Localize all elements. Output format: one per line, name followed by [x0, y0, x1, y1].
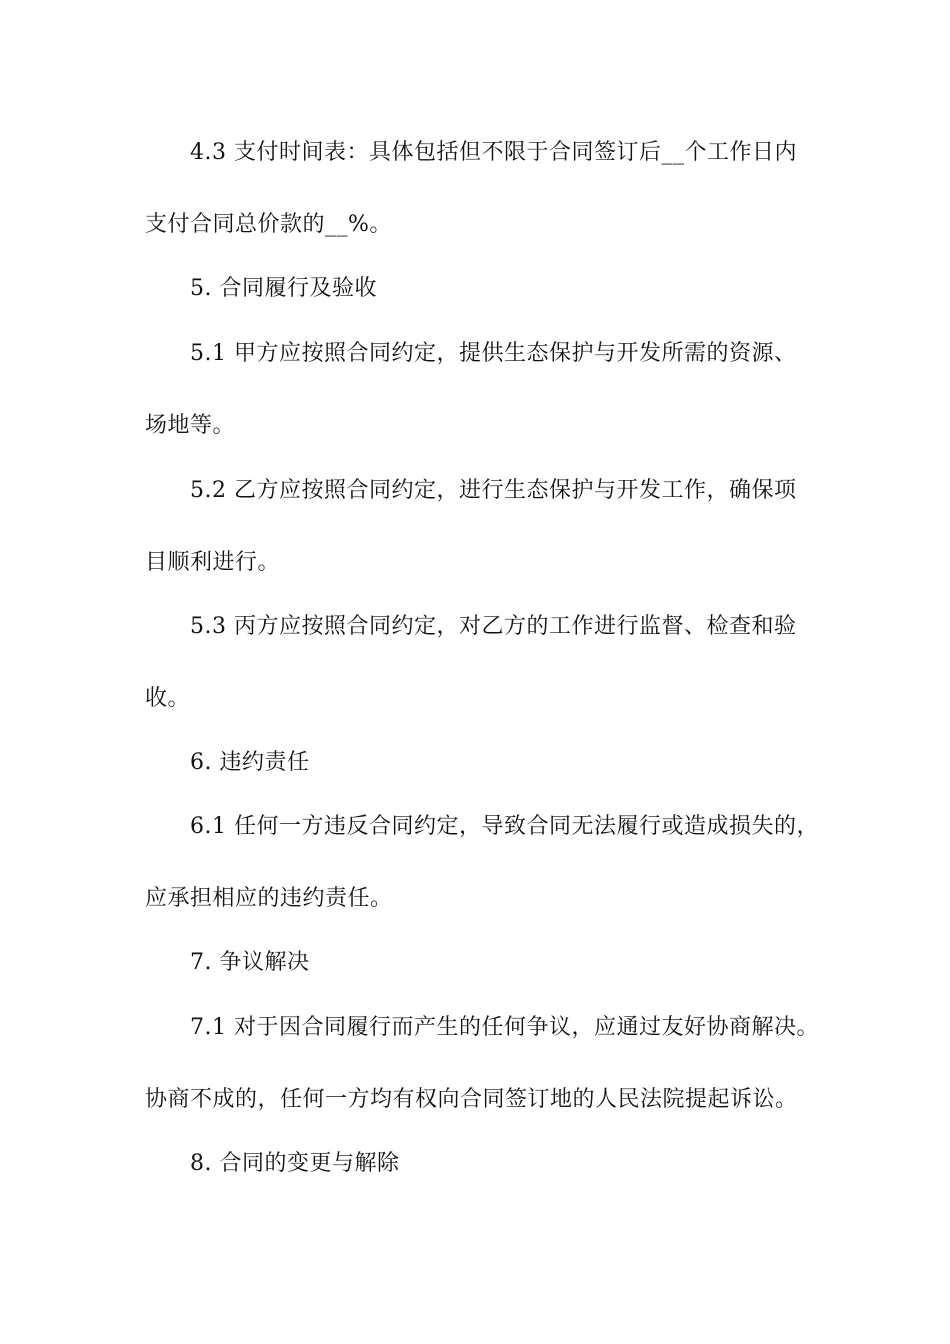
section-6-heading: 6. 违约责任 [190, 750, 310, 775]
clause-5-3-line-1: 5.3 丙方应按照合同约定，对乙方的工作进行监督、检查和验 [190, 614, 797, 639]
clause-4-3-line-2: 支付合同总价款的__%。 [145, 212, 392, 237]
section-7-heading: 7. 争议解决 [190, 950, 310, 975]
clause-5-3-line-2: 收。 [145, 686, 191, 711]
clause-6-1-line-2: 应承担相应的违约责任。 [145, 886, 393, 911]
clause-5-2-line-2: 目顺利进行。 [145, 550, 281, 575]
section-5-heading: 5. 合同履行及验收 [190, 276, 377, 301]
clause-6-1-line-1: 6.1 任何一方违反合同约定，导致合同无法履行或造成损失的， [190, 814, 819, 839]
section-8-heading: 8. 合同的变更与解除 [190, 1151, 400, 1176]
clause-4-3-line-1: 4.3 支付时间表：具体包括但不限于合同签订后__个工作日内 [190, 140, 797, 165]
clause-5-1-line-1: 5.1 甲方应按照合同约定，提供生态保护与开发所需的资源、 [190, 341, 797, 366]
clause-7-1-line-1: 7.1 对于因合同履行而产生的任何争议，应通过友好协商解决。 [190, 1015, 819, 1040]
clause-5-1-line-2: 场地等。 [145, 413, 236, 438]
clause-7-1-line-2: 协商不成的，任何一方均有权向合同签订地的人民法院提起诉讼。 [145, 1087, 798, 1112]
clause-5-2-line-1: 5.2 乙方应按照合同约定，进行生态保护与开发工作，确保项 [190, 478, 797, 503]
